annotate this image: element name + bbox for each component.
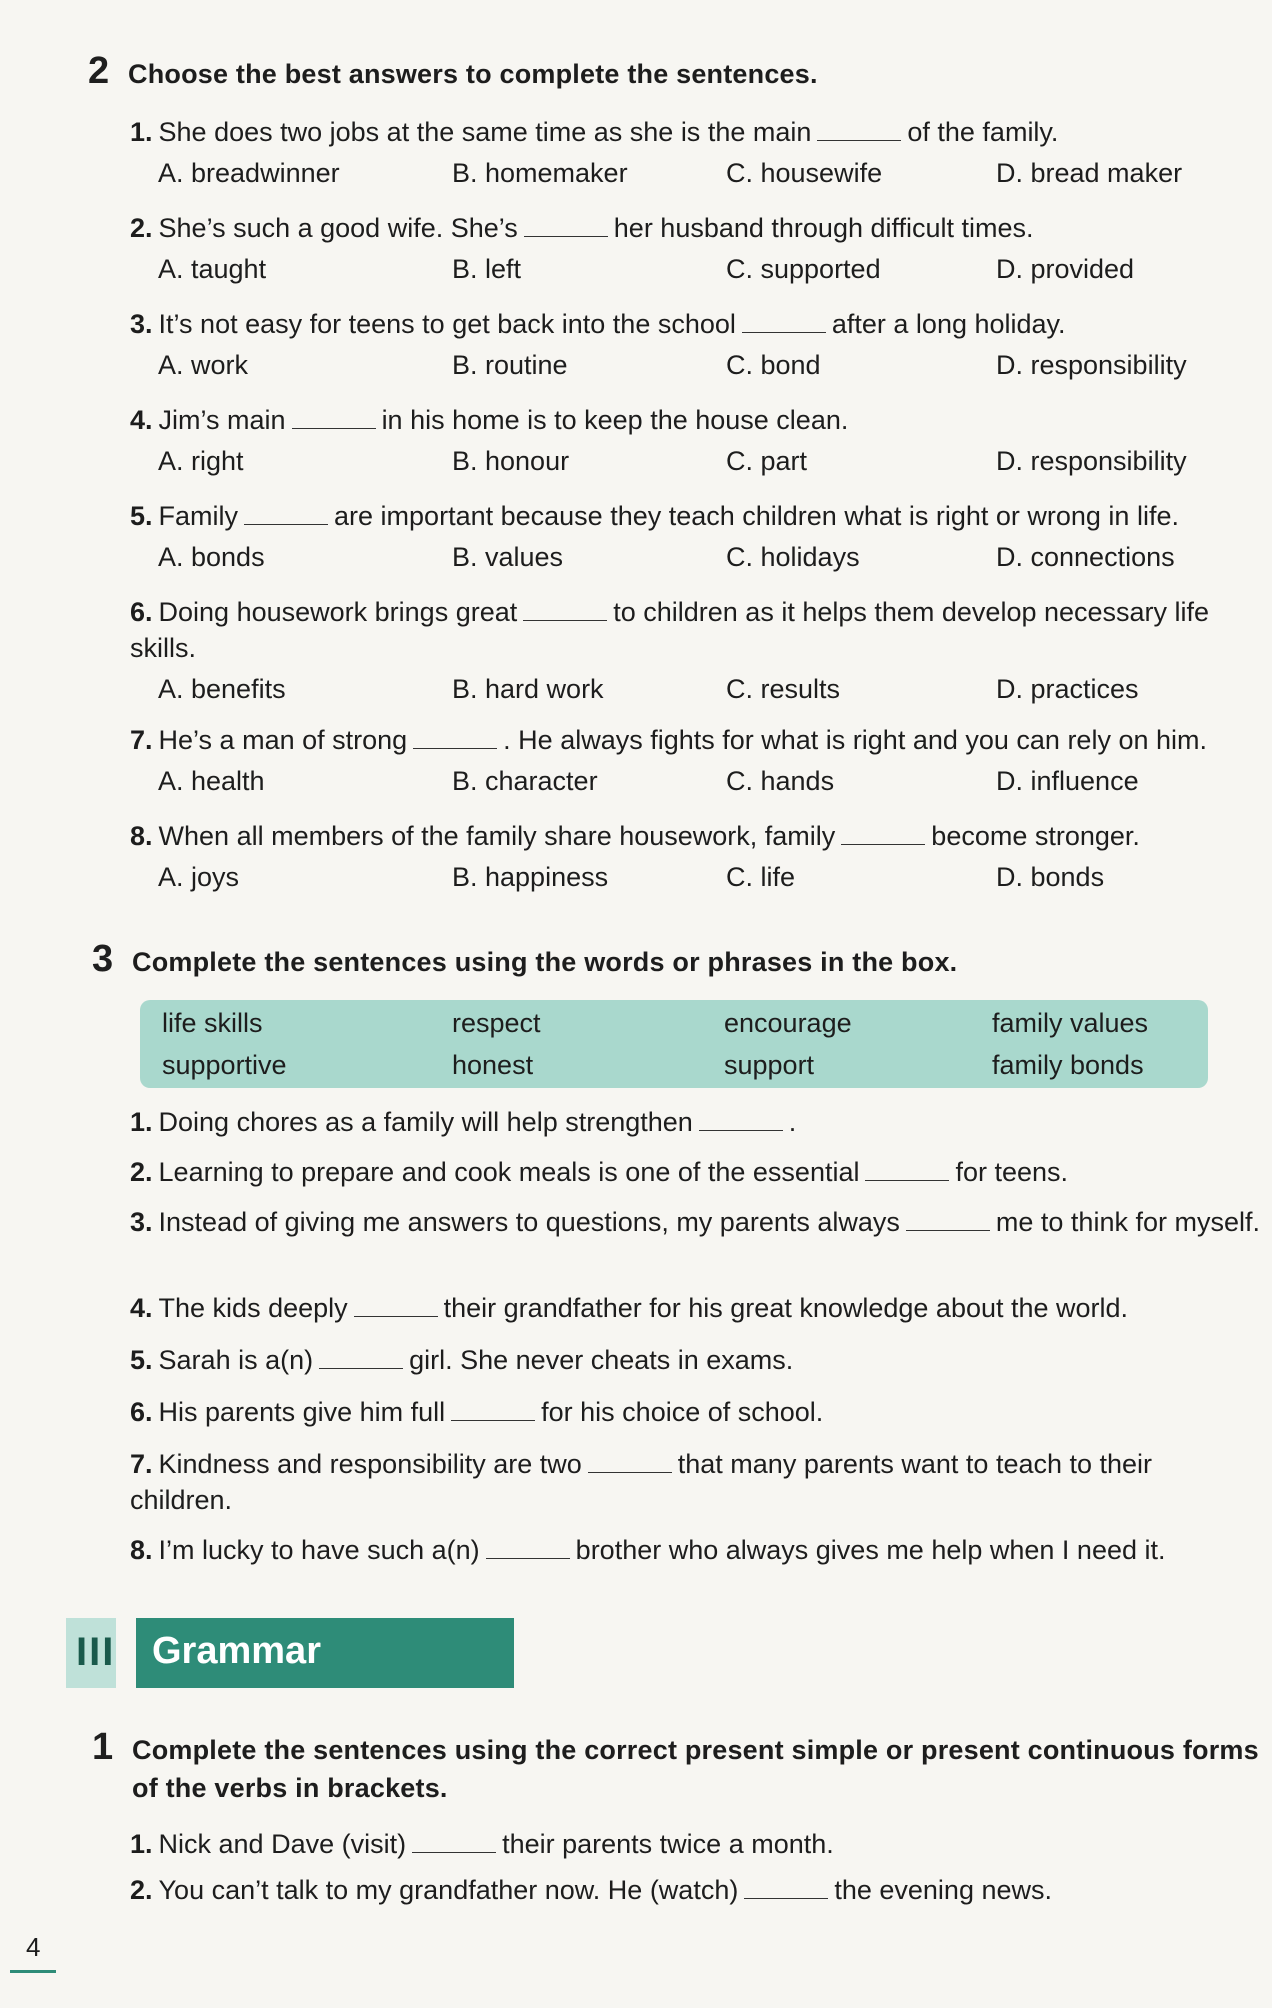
question-number: 6.: [130, 1397, 153, 1427]
question-text-after: their parents twice a month.: [502, 1829, 834, 1859]
question-text-before: When all members of the family share housework, family: [158, 821, 836, 851]
answer-option[interactable]: D. bread maker: [996, 158, 1183, 188]
question: [130, 402, 1260, 438]
question-text-before: His parents give him full: [158, 1397, 446, 1427]
answer-blank[interactable]: [354, 1316, 438, 1317]
answer-option[interactable]: A. joys: [158, 862, 240, 892]
question-text-before: Learning to prepare and cook meals is one of the essential: [158, 1157, 860, 1187]
answer-option[interactable]: D. responsibility: [996, 350, 1187, 380]
answer-option[interactable]: B. honour: [452, 446, 570, 476]
question-text-after: brother who always gives me help when I need it.: [575, 1535, 1166, 1565]
answer-option[interactable]: B. homemaker: [452, 158, 628, 188]
page-number: 4: [26, 1932, 41, 1962]
answer-blank[interactable]: [523, 620, 607, 621]
answer-option[interactable]: A. taught: [158, 254, 267, 284]
question-text-before: Doing chores as a family will help strengthen: [158, 1107, 693, 1137]
section-title: Choose the best answers to complete the sentences.: [128, 59, 818, 89]
answer-option[interactable]: D. practices: [996, 674, 1139, 704]
question-text-after: me to think for myself.: [995, 1207, 1260, 1237]
answer-option[interactable]: C. housewife: [726, 158, 883, 188]
answer-option[interactable]: B. values: [452, 542, 564, 572]
answer-option[interactable]: C. supported: [726, 254, 881, 284]
section-number: 2: [88, 50, 110, 92]
answer-option[interactable]: A. bonds: [158, 542, 265, 572]
section-number: 3: [92, 938, 114, 980]
question-text-after: are important because they teach children what is right or wrong in life.: [334, 501, 1179, 531]
answer-option[interactable]: A. work: [158, 350, 249, 380]
question-number: 4.: [130, 1293, 153, 1323]
answer-blank[interactable]: [412, 1852, 496, 1853]
question-number: 5.: [130, 501, 153, 531]
question-number: 1.: [130, 1107, 153, 1137]
question-number: 6.: [130, 597, 153, 627]
word-box: [140, 1000, 1208, 1088]
answer-blank[interactable]: [588, 1472, 672, 1473]
answer-option[interactable]: D. connections: [996, 542, 1175, 572]
answer-blank[interactable]: [906, 1230, 990, 1231]
question: [130, 1290, 1260, 1326]
box-word: supportive: [162, 1050, 287, 1080]
section-title: Complete the sentences using the correct present simple or present continuous forms of the verbs in brackets.: [132, 1735, 1259, 1803]
answer-option[interactable]: A. right: [158, 446, 244, 476]
answer-option[interactable]: A. breadwinner: [158, 158, 340, 188]
answer-blank[interactable]: [699, 1130, 783, 1131]
question-text-after: after a long holiday.: [831, 309, 1066, 339]
question: [130, 1342, 1260, 1378]
question-text-before: Family: [158, 501, 239, 531]
answer-option[interactable]: D. influence: [996, 766, 1139, 796]
question-number: 5.: [130, 1345, 153, 1375]
section-title: Complete the sentences using the words or phrases in the box.: [132, 947, 958, 977]
section-number: 1: [92, 1726, 114, 1768]
answer-blank[interactable]: [451, 1420, 535, 1421]
grammar-banner: [66, 1618, 514, 1688]
question: [130, 1104, 1260, 1140]
question-text-after: their grandfather for his great knowledge about the world.: [443, 1293, 1129, 1323]
question-text-before: Nick and Dave (visit): [158, 1829, 407, 1859]
question-number: 3.: [130, 1207, 153, 1237]
question: [130, 722, 1260, 758]
answer-blank[interactable]: [486, 1558, 570, 1559]
question-number: 8.: [130, 1535, 153, 1565]
answer-blank[interactable]: [865, 1180, 949, 1181]
box-word: respect: [452, 1008, 541, 1038]
question-number: 1.: [130, 117, 153, 147]
answer-option[interactable]: B. happiness: [452, 862, 609, 892]
answer-blank[interactable]: [244, 524, 328, 525]
question: [130, 1532, 1260, 1568]
question: [130, 114, 1260, 150]
question: [130, 1154, 1260, 1190]
box-word: encourage: [724, 1008, 852, 1038]
question-number: 8.: [130, 821, 153, 851]
question: [130, 498, 1260, 534]
box-word: family values: [992, 1008, 1149, 1038]
question: [130, 1872, 1260, 1908]
question-number: 2.: [130, 1875, 153, 1905]
question: [130, 1394, 1260, 1430]
box-word: life skills: [162, 1008, 263, 1038]
answer-option[interactable]: C. part: [726, 446, 808, 476]
question-text-before: Jim’s main: [158, 405, 286, 435]
answer-blank[interactable]: [744, 1898, 828, 1899]
question: [130, 1826, 1260, 1862]
banner-roman-numeral: III: [76, 1630, 116, 1674]
question: [130, 210, 1260, 246]
question-text-after: .: [788, 1107, 797, 1137]
answer-blank[interactable]: [413, 748, 497, 749]
question-text-after: of the family.: [907, 117, 1059, 147]
question-number: 7.: [130, 725, 153, 755]
page-number-underline: [10, 1970, 56, 1973]
box-word: support: [724, 1050, 815, 1080]
answer-option[interactable]: D. bonds: [996, 862, 1105, 892]
question-text-after: that many parents want to teach to their children.: [130, 1449, 1153, 1515]
banner-title: Grammar: [152, 1630, 321, 1672]
answer-option[interactable]: D. responsibility: [996, 446, 1187, 476]
answer-option[interactable]: B. routine: [452, 350, 568, 380]
answer-blank[interactable]: [742, 332, 826, 333]
question: [130, 1446, 1260, 1518]
question-text-after: the evening news.: [834, 1875, 1052, 1905]
grammar-exercise-1-heading: [92, 1726, 1262, 1807]
answer-option[interactable]: A. benefits: [158, 674, 286, 704]
answer-option[interactable]: C. results: [726, 674, 841, 704]
question-number: 2.: [130, 213, 153, 243]
box-word: family bonds: [992, 1050, 1144, 1080]
question-text-after: to children as it helps them develop necessary life skills.: [130, 597, 1210, 663]
question-text-after: become stronger.: [931, 821, 1140, 851]
question-text-before: I’m lucky to have such a(n): [158, 1535, 480, 1565]
question-text-before: Instead of giving me answers to questions, my parents always: [158, 1207, 900, 1237]
question: [130, 1204, 1260, 1240]
question-text-after: girl. She never cheats in exams.: [409, 1345, 794, 1375]
question-number: 2.: [130, 1157, 153, 1187]
question: [130, 594, 1260, 666]
question-text-after: . He always fights for what is right and you can rely on him.: [503, 725, 1207, 755]
question: [130, 818, 1260, 854]
question-text-before: He’s a man of strong: [158, 725, 408, 755]
answer-option[interactable]: B. hard work: [452, 674, 604, 704]
question-text-after: for his choice of school.: [541, 1397, 824, 1427]
answer-blank[interactable]: [292, 428, 376, 429]
question-text-before: Kindness and responsibility are two: [158, 1449, 582, 1479]
answer-option[interactable]: B. character: [452, 766, 598, 796]
section-2-heading: [88, 50, 818, 93]
answer-option[interactable]: A. health: [158, 766, 265, 796]
question-text-before: The kids deeply: [158, 1293, 348, 1323]
question-text-before: She’s such a good wife. She’s: [158, 213, 518, 243]
section-3-heading: [92, 938, 957, 981]
question-text-after: for teens.: [955, 1157, 1069, 1187]
question-text-before: It’s not easy for teens to get back into the school: [158, 309, 736, 339]
question-number: 1.: [130, 1829, 153, 1859]
answer-option[interactable]: C. life: [726, 862, 796, 892]
answer-blank[interactable]: [524, 236, 608, 237]
question-text-after: her husband through difficult times.: [613, 213, 1034, 243]
answer-option[interactable]: C. holidays: [726, 542, 860, 572]
question-text-before: Sarah is a(n): [158, 1345, 314, 1375]
box-word: honest: [452, 1050, 534, 1080]
question-number: 3.: [130, 309, 153, 339]
question-number: 4.: [130, 405, 153, 435]
answer-option[interactable]: C. bond: [726, 350, 821, 380]
answer-option[interactable]: C. hands: [726, 766, 835, 796]
question-text-before: She does two jobs at the same time as she is the main: [158, 117, 812, 147]
question-number: 7.: [130, 1449, 153, 1479]
question-text-before: Doing housework brings great: [158, 597, 518, 627]
answer-option[interactable]: D. provided: [996, 254, 1135, 284]
question-text-after: in his home is to keep the house clean.: [381, 405, 849, 435]
question: [130, 306, 1260, 342]
answer-blank[interactable]: [319, 1368, 403, 1369]
answer-blank[interactable]: [841, 844, 925, 845]
answer-blank[interactable]: [817, 140, 901, 141]
question-text-before: You can’t talk to my grandfather now. He (watch): [158, 1875, 739, 1905]
answer-option[interactable]: B. left: [452, 254, 522, 284]
